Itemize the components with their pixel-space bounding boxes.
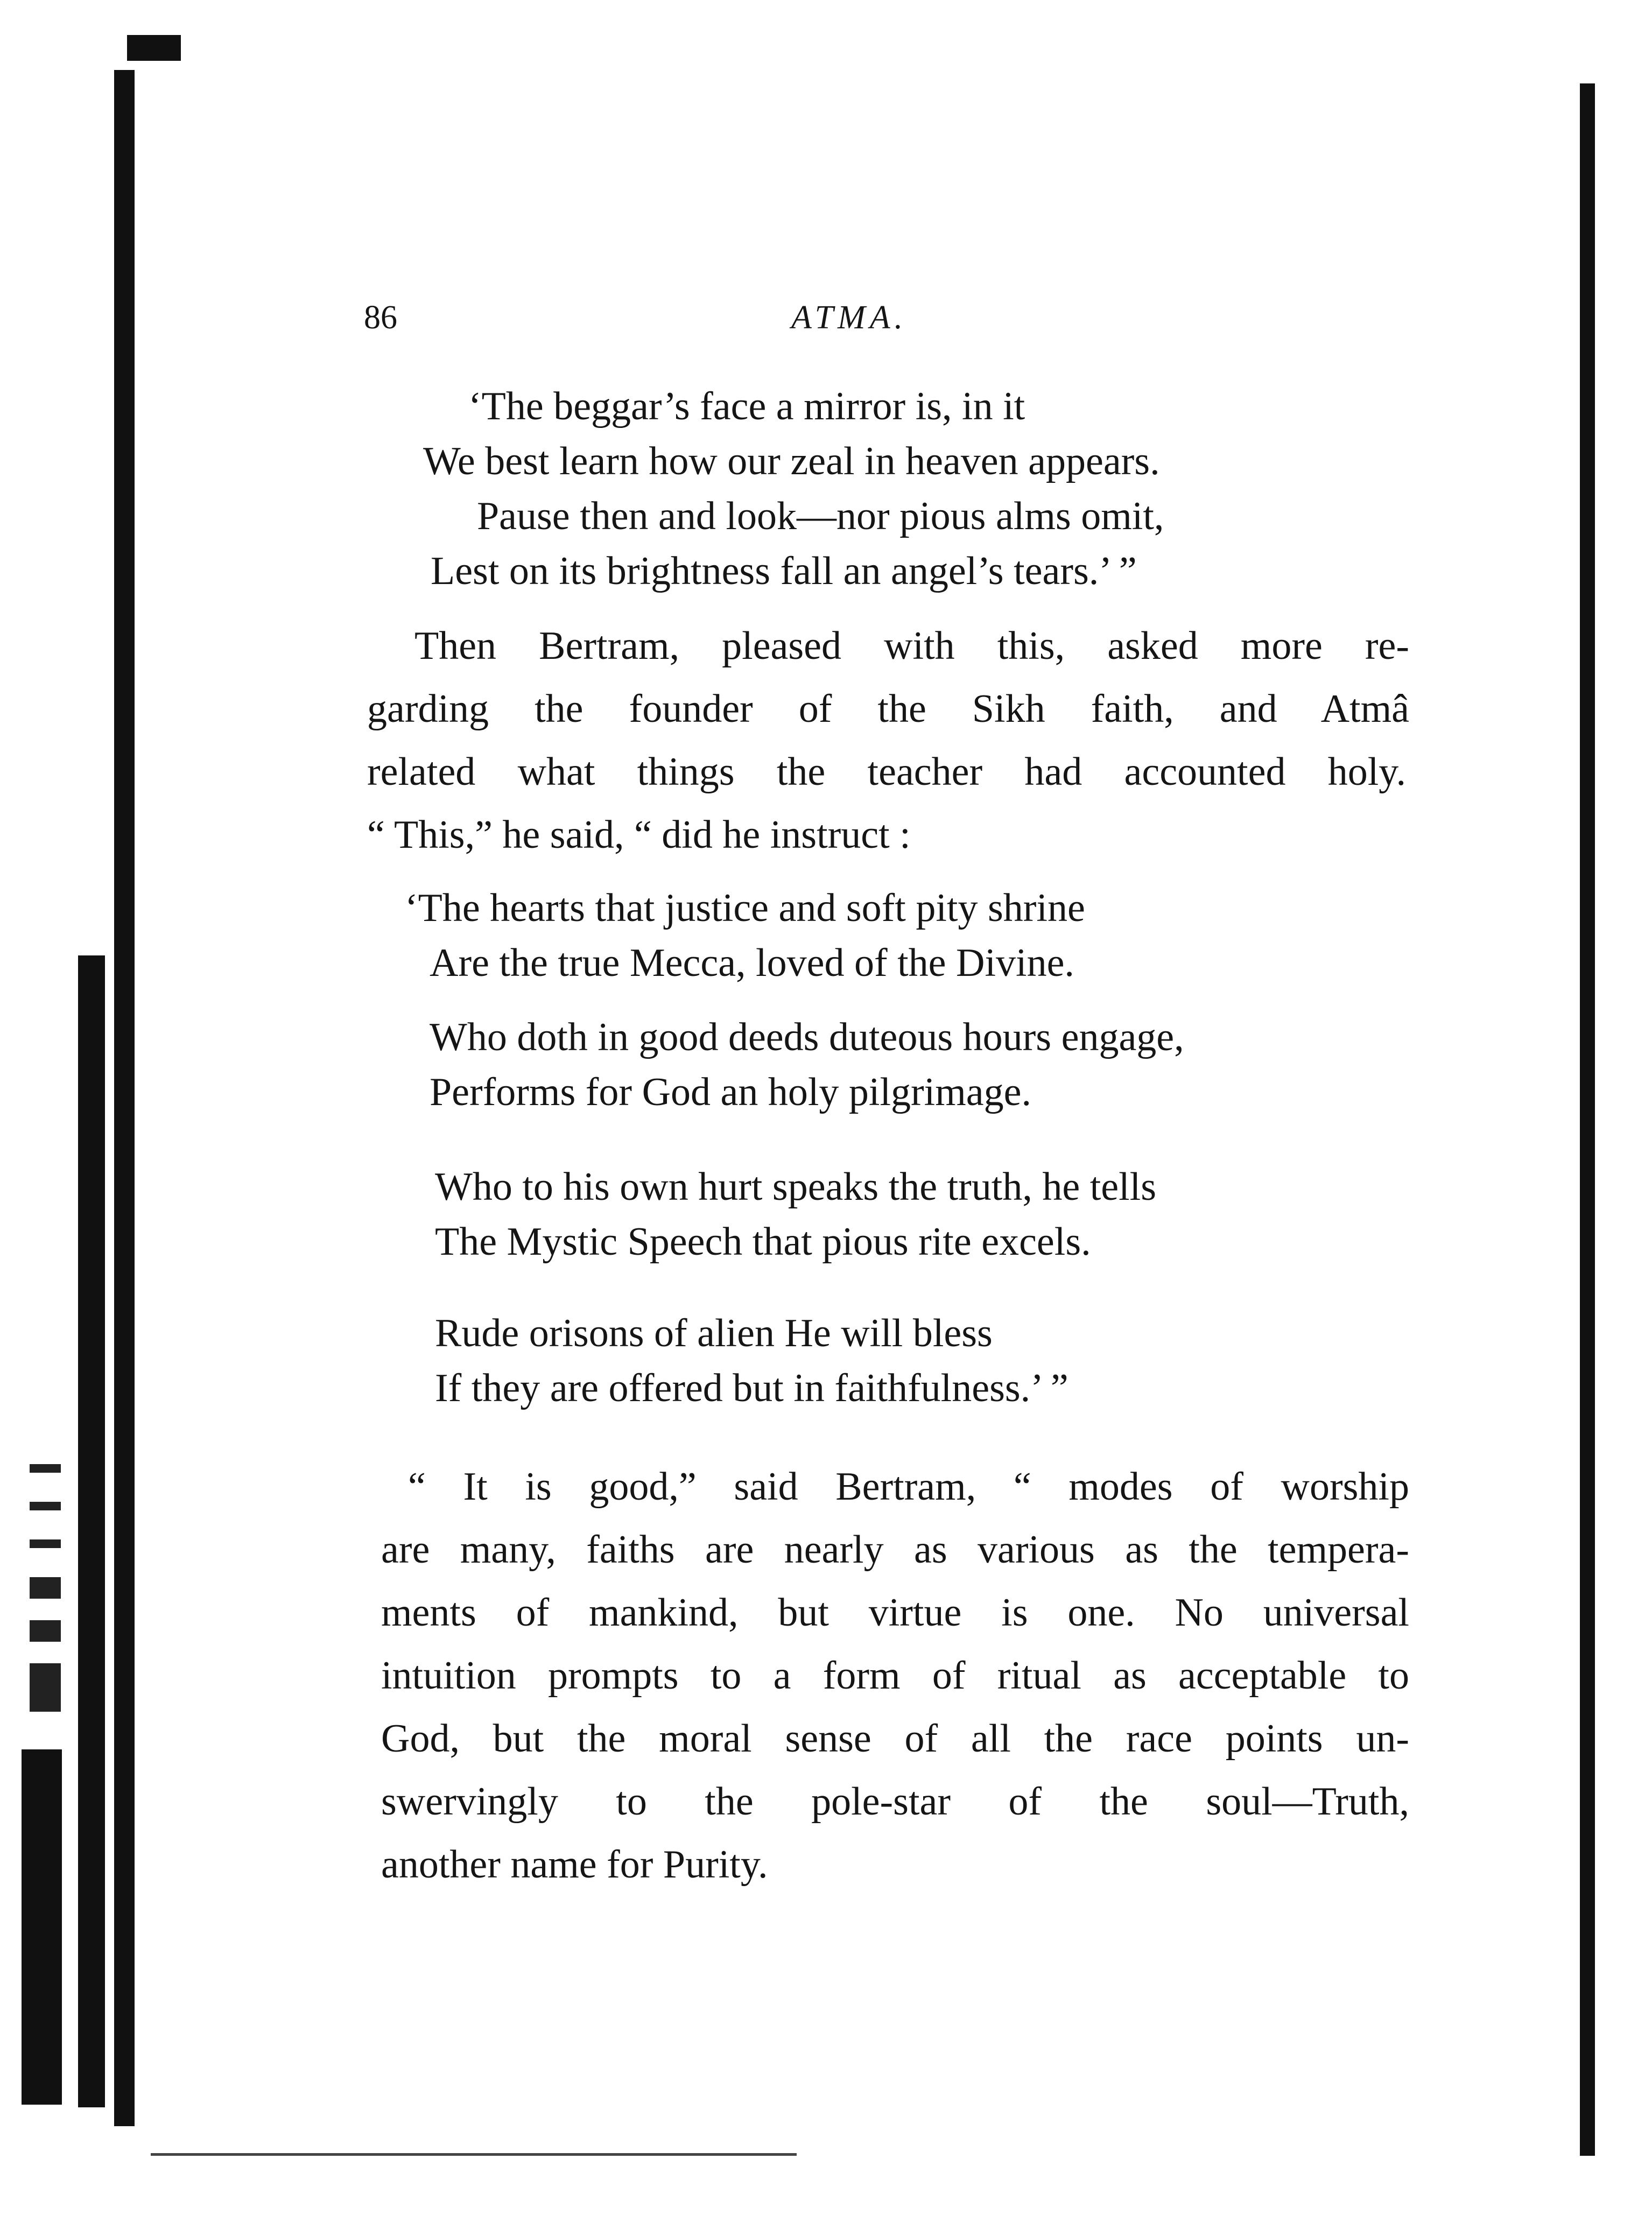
verse-line: Who to his own hurt speaks the truth, he tells	[435, 1165, 1157, 1209]
verse-line: ‘The hearts that justice and soft pity shrine	[405, 886, 1085, 930]
verse-line: Rude orisons of alien He will bless	[435, 1311, 993, 1355]
prose-line: another name for Purity.	[381, 1843, 768, 1887]
prose-line: “ This,” he said, “ did he instruct :	[367, 813, 911, 857]
left-edge-tick	[30, 1464, 61, 1473]
left-edge-tick	[30, 1663, 61, 1712]
left-edge-tick	[30, 1502, 61, 1510]
verse-line: We best learn how our zeal in heaven appears.	[423, 439, 1160, 483]
prose-line: garding the founder of the Sikh faith, and Atmâ	[367, 687, 1409, 731]
verse-line: Who doth in good deeds duteous hours engage,	[430, 1015, 1184, 1059]
verse-line: Are the true Mecca, loved of the Divine.	[430, 941, 1074, 985]
left-binding-shadow	[114, 70, 135, 2126]
verse-line: Lest on its brightness fall an angel’s tears.’ ”	[431, 549, 1137, 593]
page-number: 86	[364, 299, 397, 336]
left-edge-tick	[30, 1539, 61, 1548]
verse-line: If they are offered but in faithfulness.’ ”	[435, 1366, 1068, 1410]
left-edge-strip-block	[22, 1749, 62, 2105]
prose-line: “ It is good,” said Bertram, “ modes of worship	[408, 1465, 1409, 1509]
prose-line: Then Bertram, pleased with this, asked more re-	[414, 624, 1409, 668]
verse-line: Performs for God an holy pilgrimage.	[430, 1070, 1031, 1114]
prose-line: God, but the moral sense of all the race points un-	[381, 1717, 1409, 1761]
page-header	[0, 299, 1652, 347]
left-edge-tick	[30, 1577, 61, 1599]
prose-line: intuition prompts to a form of ritual as acceptable to	[381, 1654, 1409, 1698]
prose-line: related what things the teacher had accounted holy.	[367, 750, 1406, 794]
verse-line: The Mystic Speech that pious rite excels.	[435, 1220, 1091, 1264]
prose-line: ments of mankind, but virtue is one. No universal	[381, 1591, 1409, 1635]
running-title: ATMA.	[791, 299, 908, 336]
bottom-rule-fragment	[151, 2153, 797, 2156]
prose-line: are many, faiths are nearly as various as the tempera-	[381, 1528, 1409, 1572]
verse-line: Pause then and look—nor pious alms omit,	[477, 494, 1164, 538]
left-edge-tick	[30, 1620, 61, 1642]
verse-line: ‘The beggar’s face a mirror is, in it	[468, 384, 1025, 428]
left-binding-tab	[127, 35, 181, 61]
right-page-edge	[1580, 83, 1595, 2156]
left-edge-strip-dark	[78, 955, 105, 2107]
prose-line: swervingly to the pole-star of the soul—Truth,	[381, 1780, 1409, 1824]
